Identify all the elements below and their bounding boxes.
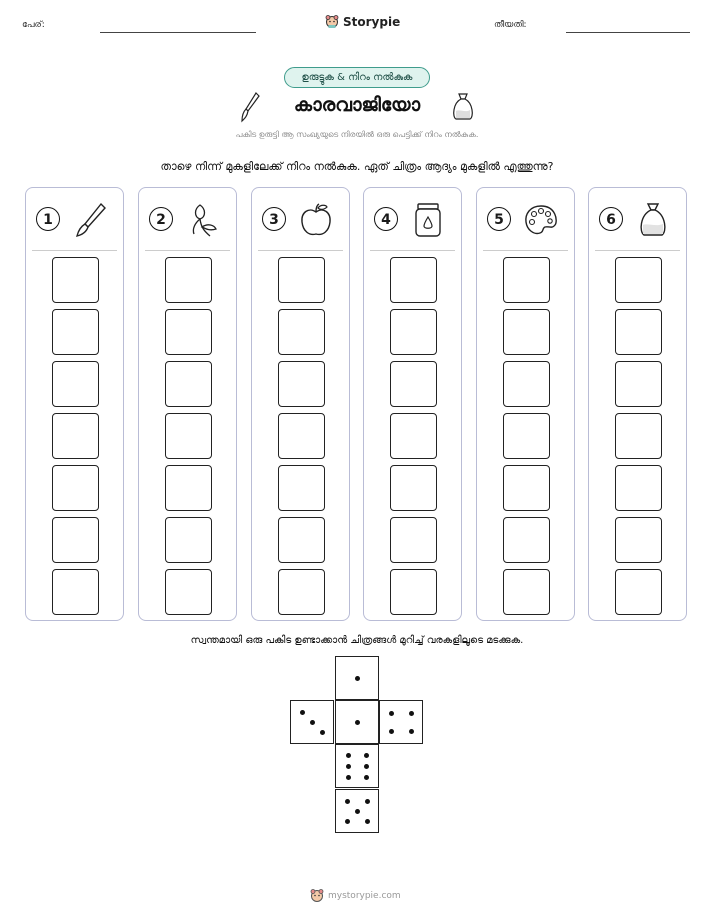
flower-icon: [184, 201, 222, 239]
column-divider: [32, 250, 117, 251]
color-box[interactable]: [503, 309, 550, 355]
die-pip: [364, 764, 369, 769]
column-number: 2: [149, 207, 173, 231]
color-box[interactable]: [278, 257, 325, 303]
color-box[interactable]: [52, 413, 99, 459]
column-divider: [595, 250, 680, 251]
color-box[interactable]: [165, 413, 212, 459]
apple-icon: [297, 201, 335, 239]
color-box[interactable]: [390, 517, 437, 563]
color-box[interactable]: [503, 257, 550, 303]
color-box[interactable]: [52, 309, 99, 355]
date-line[interactable]: [566, 32, 690, 33]
die-pip: [389, 711, 394, 716]
column-4: [363, 187, 462, 621]
die-pip: [389, 729, 394, 734]
color-box[interactable]: [615, 569, 662, 615]
die-face-3: [290, 700, 334, 744]
column-divider: [483, 250, 568, 251]
color-box[interactable]: [503, 517, 550, 563]
color-box[interactable]: [503, 465, 550, 511]
column-number: 4: [374, 207, 398, 231]
color-box[interactable]: [503, 361, 550, 407]
column-divider: [258, 250, 343, 251]
color-box[interactable]: [165, 361, 212, 407]
die-pip: [409, 711, 414, 716]
color-box[interactable]: [278, 517, 325, 563]
color-box[interactable]: [165, 517, 212, 563]
column-number: 5: [487, 207, 511, 231]
color-box[interactable]: [390, 569, 437, 615]
color-box[interactable]: [278, 465, 325, 511]
color-box[interactable]: [52, 361, 99, 407]
color-box[interactable]: [165, 465, 212, 511]
color-box[interactable]: [165, 257, 212, 303]
column-divider: [370, 250, 455, 251]
footer-link[interactable]: mystorypie.com: [328, 890, 401, 901]
paintbrush-icon: [240, 91, 262, 123]
color-box[interactable]: [52, 517, 99, 563]
column-number: 1: [36, 207, 60, 231]
color-box[interactable]: [278, 569, 325, 615]
color-box[interactable]: [615, 517, 662, 563]
mascot-icon: [310, 888, 324, 903]
die-pip: [320, 730, 325, 735]
die-pip: [355, 676, 360, 681]
die-pip: [345, 819, 350, 824]
column-5: [476, 187, 575, 621]
color-box[interactable]: [503, 569, 550, 615]
color-box[interactable]: [165, 309, 212, 355]
color-box[interactable]: [390, 413, 437, 459]
column-1: [25, 187, 124, 621]
color-box[interactable]: [390, 309, 437, 355]
die-face-5: [335, 789, 379, 833]
die-pip: [365, 799, 370, 804]
paintbrush-icon: [71, 201, 109, 239]
column-number: 3: [262, 207, 286, 231]
color-box[interactable]: [503, 413, 550, 459]
die-pip: [364, 775, 369, 780]
die-pip: [300, 710, 305, 715]
die-pip: [345, 799, 350, 804]
die-face-4: [379, 700, 423, 744]
die-pip: [355, 720, 360, 725]
color-box[interactable]: [390, 257, 437, 303]
die-instruction: സ്വന്തമായി ഒരു പകിട ഉണ്ടാക്കാൻ ചിത്രങ്ങൾ മുറിച്ച് വരകളിലൂടെ മടക്കുക.: [190, 635, 524, 646]
column-6: [588, 187, 687, 621]
color-box[interactable]: [165, 569, 212, 615]
instruction-text: താഴെ നിന്ന് മുകളിലേക്ക് നിറം നൽകുക. ഏത് ചിത്രം ആദ്യം മുകളിൽ എത്തുന്നു?: [160, 160, 554, 173]
color-box[interactable]: [390, 465, 437, 511]
column-divider: [145, 250, 230, 251]
brand-name: Storypie: [343, 14, 401, 29]
die-pip: [364, 753, 369, 758]
column-number: 6: [599, 207, 623, 231]
name-line[interactable]: [100, 32, 256, 33]
die-pip: [409, 729, 414, 734]
color-box[interactable]: [615, 413, 662, 459]
die-face-6: [335, 744, 379, 788]
jar-icon: [409, 201, 447, 239]
color-box[interactable]: [52, 257, 99, 303]
die-pip: [355, 809, 360, 814]
die-face-1: [335, 700, 379, 744]
name-label: പേര്:: [22, 20, 45, 30]
color-box[interactable]: [615, 361, 662, 407]
color-box[interactable]: [615, 257, 662, 303]
die-face-1: [335, 656, 379, 700]
color-box[interactable]: [52, 465, 99, 511]
die-net[interactable]: [290, 656, 424, 836]
die-pip: [346, 764, 351, 769]
die-pip: [346, 775, 351, 780]
color-box[interactable]: [390, 361, 437, 407]
color-box[interactable]: [52, 569, 99, 615]
palette-icon: [522, 201, 560, 239]
footer: [310, 888, 401, 903]
color-box[interactable]: [278, 309, 325, 355]
column-3: [251, 187, 350, 621]
die-pip: [365, 819, 370, 824]
page-subtitle: പകിട ഉരുട്ടി ആ സംഖ്യയുടെ നിരയിൽ ഒരു പെട്ടിക്ക് നിറം നൽകുക.: [235, 130, 479, 139]
color-box[interactable]: [278, 413, 325, 459]
date-label: തീയതി:: [494, 20, 527, 30]
pouch-icon: [634, 201, 672, 239]
color-box[interactable]: [278, 361, 325, 407]
column-2: [138, 187, 237, 621]
mascot-icon: [325, 14, 339, 29]
color-box[interactable]: [615, 465, 662, 511]
page-title: കാരവാജിയോ: [293, 94, 421, 116]
activity-tag: ഉരുട്ടുക & നിറം നൽകുക: [284, 67, 430, 88]
die-pip: [310, 720, 315, 725]
color-box[interactable]: [615, 309, 662, 355]
die-pip: [346, 753, 351, 758]
pouch-icon: [450, 91, 476, 121]
brand-logo: [325, 14, 400, 29]
